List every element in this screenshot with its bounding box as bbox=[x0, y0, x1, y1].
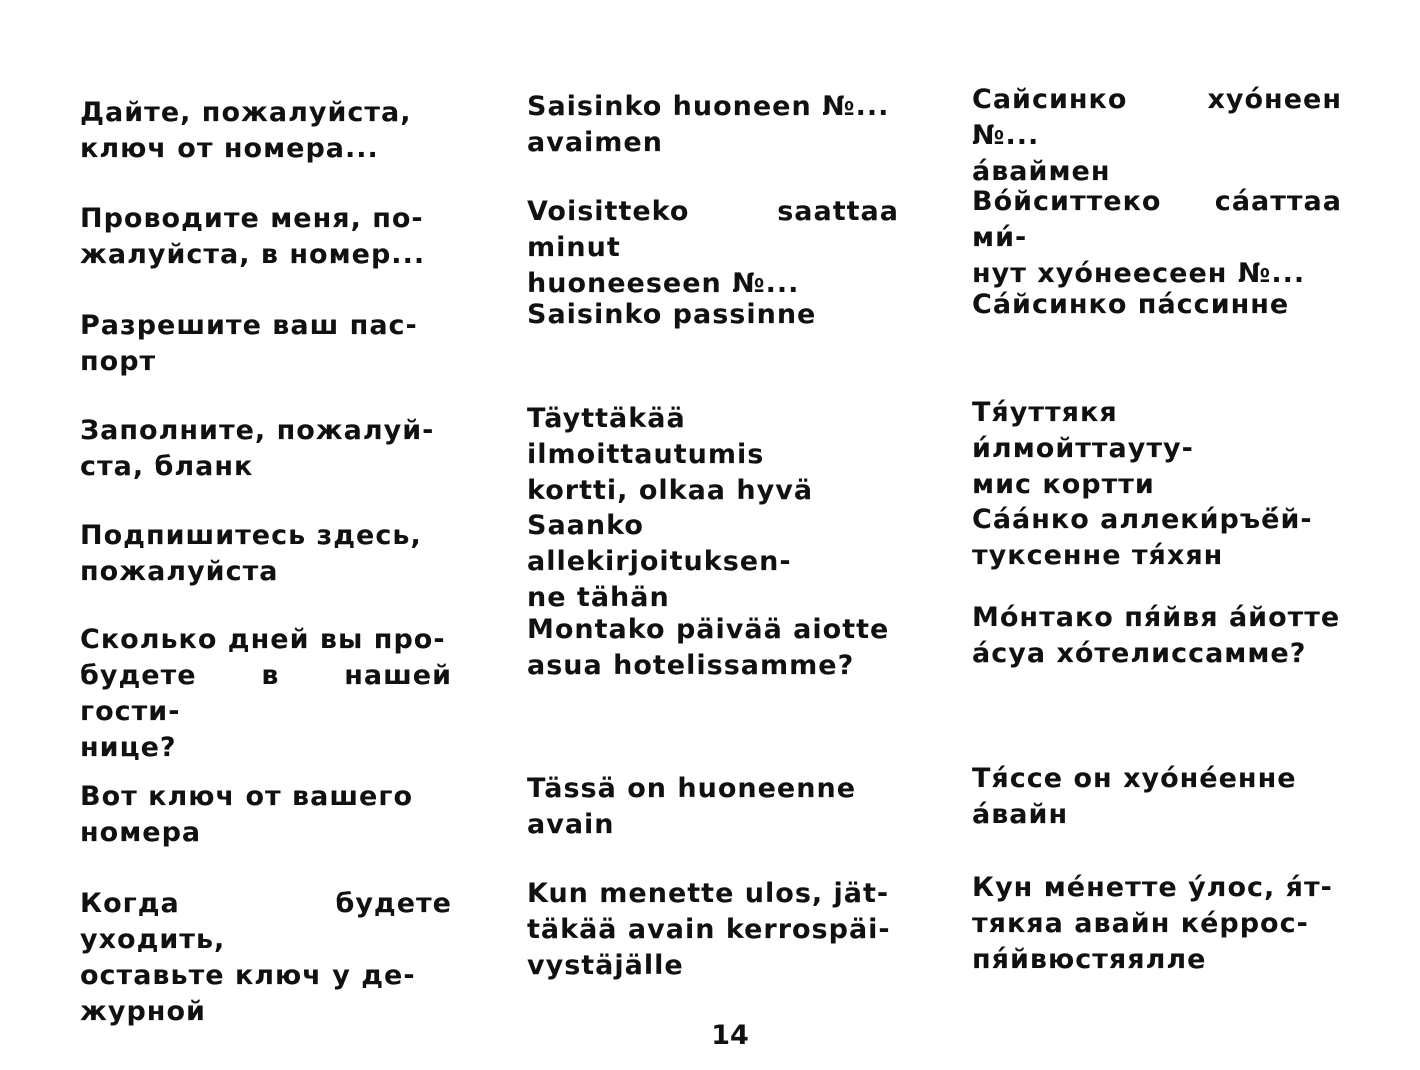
russian-phrase: Дайте, пожалуйста, ключ от номера... bbox=[80, 97, 412, 164]
finnish-phrase: Tässä on huoneenne avain bbox=[527, 773, 857, 840]
transcription-phrase: Во́йситтеко са́аттаа ми́- нут хуо́неесеен №... bbox=[972, 186, 1342, 289]
russian-phrase: Разрешите ваш пас- порт bbox=[80, 310, 418, 377]
russian-phrase: Подпишитесь здесь, пожалуйста bbox=[80, 520, 422, 587]
finnish-phrase: Montako päivää aiotte asua hotelissamme? bbox=[527, 614, 890, 681]
russian-phrase: Заполните, пожалуй- ста, бланк bbox=[80, 415, 435, 482]
russian-phrase: Когда будете уходить, оставьте ключ у де- журной bbox=[80, 888, 452, 1027]
russian-phrase: Сколько дней вы про- будете в нашей гости- нице? bbox=[80, 624, 452, 763]
russian-phrase: Вот ключ от вашего номера bbox=[80, 781, 414, 848]
transcription-phrase: Сайсинко хуо́неен №... а́ваймен bbox=[972, 84, 1342, 187]
finnish-phrase: Täyttäkää ilmoittautumis kortti, olkaa hyvä bbox=[527, 403, 814, 506]
transcription-phrase: Тя́уттякя и́лмойттауту- мис кортти bbox=[972, 397, 1194, 500]
transcription-phrase: Тя́ссе он хуо́не́енне а́вайн bbox=[972, 763, 1297, 830]
finnish-phrase: Saisinko huoneen №... avaimen bbox=[527, 91, 890, 158]
finnish-phrase: Voisitteko saattaa minut huoneeseen №... bbox=[527, 196, 899, 299]
finnish-phrase: Kun menette ulos, jät- täkää avain kerrospäi- vystäjälle bbox=[527, 878, 891, 981]
finnish-phrase: Saisinko passinne bbox=[527, 299, 817, 330]
page-number: 14 bbox=[711, 1020, 749, 1051]
transcription-phrase: Са́йсинко па́ссинне bbox=[972, 289, 1290, 320]
transcription-phrase: Са́а́нко аллеки́ръё́й- туксенне тя́хян bbox=[972, 504, 1313, 571]
transcription-phrase: Кун ме́нетте у́лос, я́т- тякяа авайн ке́ррос- пя́йвюстяялле bbox=[972, 872, 1333, 975]
transcription-phrase: Мо́нтако пя́йвя а́йотте а́суа хо́телиссамме? bbox=[972, 602, 1341, 669]
russian-phrase: Проводите меня, по- жалуйста, в номер... bbox=[80, 203, 426, 270]
finnish-phrase: Saanko allekirjoituksen- ne tähän bbox=[527, 510, 792, 613]
